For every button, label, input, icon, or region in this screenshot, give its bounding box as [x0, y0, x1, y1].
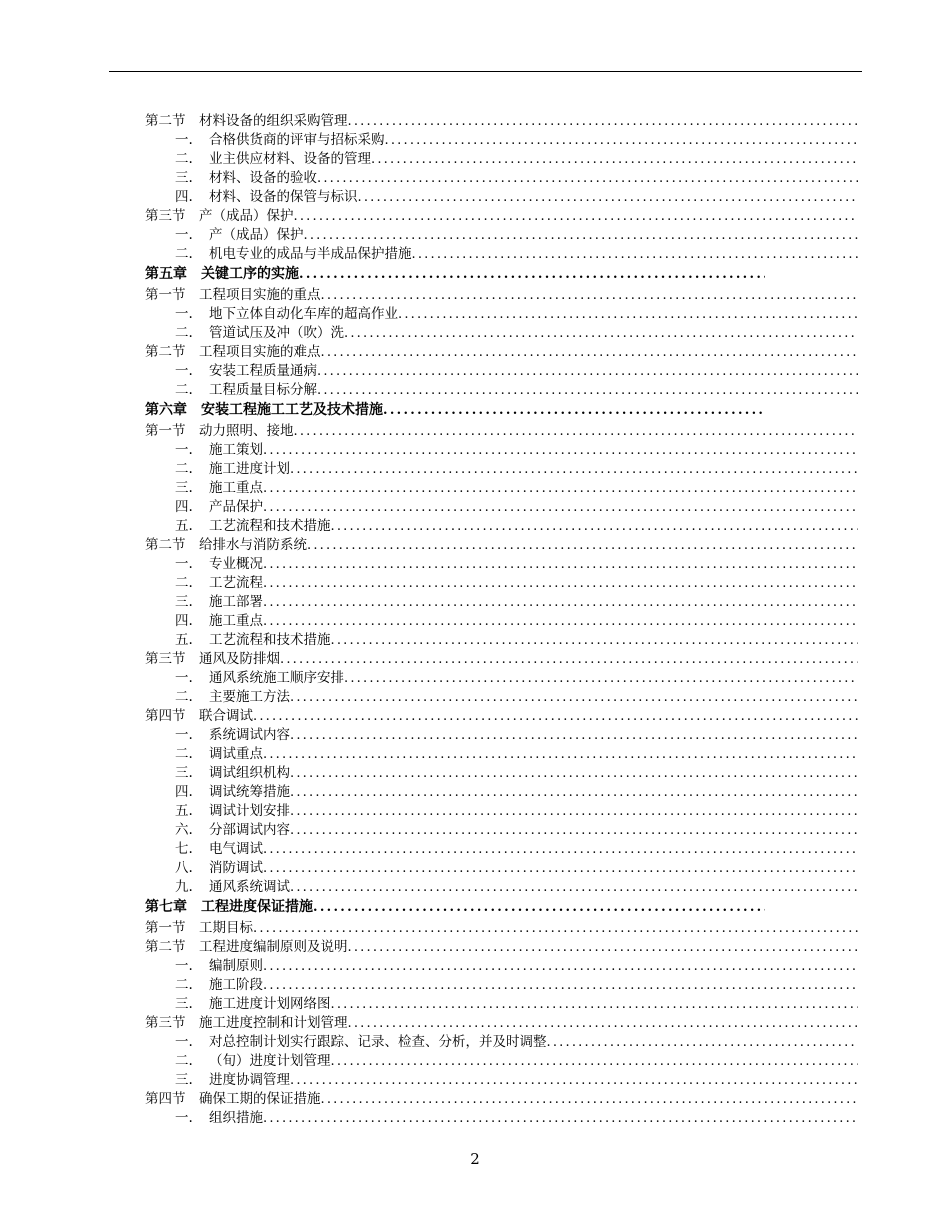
toc-item-entry[interactable]	[145, 726, 858, 745]
toc-dot-leader	[331, 517, 859, 536]
toc-entry-number: 一.	[175, 227, 193, 243]
toc-dot-leader	[263, 859, 858, 878]
toc-item-entry[interactable]	[145, 169, 858, 188]
toc-item-entry[interactable]	[145, 631, 858, 650]
toc-dot-leader	[263, 441, 858, 460]
toc-entry-number: 第一节	[145, 920, 186, 936]
toc-entry-title: 材料、设备的保管与标识	[209, 189, 358, 205]
toc-entry-number: 第一节	[145, 423, 186, 439]
toc-item-entry[interactable]	[145, 324, 858, 343]
toc-entry-number: 第一节	[145, 287, 186, 303]
toc-entry-title: 电气调试	[209, 841, 263, 857]
toc-entry-title: 业主供应材料、设备的管理	[209, 151, 371, 167]
toc-dot-leader	[321, 286, 859, 305]
toc-dot-leader	[263, 593, 858, 612]
toc-entry-title: 调试计划安排	[209, 803, 290, 819]
toc-entry-number: 二.	[175, 151, 193, 167]
toc-dot-leader	[331, 995, 859, 1014]
toc-item-entry[interactable]	[145, 498, 858, 517]
toc-entry-number: 三.	[175, 1072, 193, 1088]
toc-dot-leader	[290, 821, 858, 840]
toc-dot-leader	[263, 612, 858, 631]
toc-entry-number: 四.	[175, 189, 193, 205]
toc-dot-leader	[263, 1109, 858, 1128]
toc-entry-title: 调试组织机构	[209, 765, 290, 781]
toc-dot-leader	[290, 878, 858, 897]
toc-entry-title: 消防调试	[209, 860, 263, 876]
toc-entry-title: 调试重点	[209, 746, 263, 762]
toc-item-entry[interactable]	[145, 764, 858, 783]
toc-item-entry[interactable]	[145, 688, 858, 707]
toc-entry-title: 安装工程质量通病	[209, 363, 317, 379]
toc-dot-leader	[358, 188, 859, 207]
toc-item-entry[interactable]	[145, 821, 858, 840]
toc-entry-number: 三.	[175, 594, 193, 610]
toc-entry-title: 调试统筹措施	[209, 784, 290, 800]
toc-entry-number: 三.	[175, 170, 193, 186]
toc-item-entry[interactable]	[145, 555, 858, 574]
toc-item-entry[interactable]	[145, 479, 858, 498]
toc-dot-leader	[290, 726, 858, 745]
toc-entry-number: 一.	[175, 727, 193, 743]
toc-dot-leader	[321, 1090, 859, 1109]
toc-dot-leader	[331, 1052, 859, 1071]
toc-entry-title: 通风系统施工顺序安排	[209, 670, 344, 686]
toc-entry-number: 第二节	[145, 939, 186, 955]
toc-entry-number: 第六章	[145, 402, 187, 418]
toc-dot-leader	[263, 957, 858, 976]
toc-item-entry[interactable]	[145, 460, 858, 479]
toc-entry-title: 通风系统调试	[209, 879, 290, 895]
toc-item-entry[interactable]	[145, 802, 858, 821]
toc-entry-title: 工艺流程	[209, 575, 263, 591]
toc-section-entry[interactable]	[145, 343, 858, 362]
toc-entry-number: 五.	[175, 518, 193, 534]
toc-item-entry[interactable]	[145, 612, 858, 631]
toc-section-entry[interactable]	[145, 650, 858, 669]
toc-entry-title: 工程进度保证措施	[201, 899, 313, 915]
toc-dot-leader	[294, 422, 859, 441]
toc-item-entry[interactable]	[145, 859, 858, 878]
toc-dot-leader	[344, 324, 858, 343]
toc-item-entry[interactable]	[145, 574, 858, 593]
toc-item-entry[interactable]	[145, 878, 858, 897]
toc-entry-number: 四.	[175, 613, 193, 629]
toc-item-entry[interactable]	[145, 1109, 858, 1128]
toc-dot-leader	[317, 169, 858, 188]
toc-entry-title: 工程进度编制原则及说明	[199, 939, 348, 955]
toc-item-entry[interactable]	[145, 517, 858, 536]
toc-chapter-entry[interactable]	[145, 400, 765, 420]
toc-entry-number: 一.	[175, 670, 193, 686]
toc-dot-leader	[290, 783, 858, 802]
toc-dot-leader	[263, 574, 858, 593]
toc-entry-number: 三.	[175, 996, 193, 1012]
toc-entry-title: 工期目标	[199, 920, 253, 936]
toc-entry-number: 二.	[175, 575, 193, 591]
toc-entry-title: 动力照明、接地	[199, 423, 294, 439]
toc-item-entry[interactable]	[145, 669, 858, 688]
toc-item-entry[interactable]	[145, 745, 858, 764]
toc-entry-title: 产（成品）保护	[199, 208, 294, 224]
toc-entry-title: 确保工期的保证措施	[199, 1091, 321, 1107]
toc-entry-title: 施工部署	[209, 594, 263, 610]
toc-entry-title: 安装工程施工工艺及技术措施	[201, 402, 383, 418]
toc-section-entry[interactable]	[145, 1090, 858, 1109]
toc-entry-title: 主要施工方法	[209, 689, 290, 705]
toc-item-entry[interactable]	[145, 362, 858, 381]
toc-dot-leader	[317, 381, 858, 400]
toc-entry-title: 关键工序的实施	[201, 266, 299, 282]
toc-dot-leader	[299, 265, 765, 284]
toc-entry-number: 第三节	[145, 651, 186, 667]
toc-entry-title: 施工进度计划	[209, 461, 290, 477]
toc-dot-leader	[331, 631, 859, 650]
toc-dot-leader	[294, 207, 859, 226]
toc-item-entry[interactable]	[145, 1033, 858, 1052]
toc-entry-title: 给排水与消防系统	[199, 537, 307, 553]
toc-entry-title: 通风及防排烟	[199, 651, 280, 667]
toc-dot-leader	[253, 707, 858, 726]
toc-item-entry[interactable]	[145, 245, 858, 264]
toc-item-entry[interactable]	[145, 381, 858, 400]
toc-section-entry[interactable]	[145, 286, 858, 305]
toc-dot-leader	[263, 840, 858, 859]
toc-section-entry[interactable]	[145, 536, 858, 555]
toc-item-entry[interactable]	[145, 1052, 858, 1071]
toc-entry-number: 一.	[175, 442, 193, 458]
toc-entry-title: 地下立体自动化车库的超高作业	[209, 306, 398, 322]
toc-entry-number: 二.	[175, 1053, 193, 1069]
toc-entry-title: （旬）进度计划管理	[209, 1053, 331, 1069]
header-rule	[109, 71, 862, 72]
toc-item-entry[interactable]	[145, 150, 858, 169]
toc-entry-title: 组织措施	[209, 1110, 263, 1126]
toc-dot-leader	[263, 976, 858, 995]
toc-entry-number: 四.	[175, 499, 193, 515]
toc-entry-number: 二.	[175, 246, 193, 262]
toc-dot-leader	[290, 1071, 858, 1090]
toc-item-entry[interactable]	[145, 305, 858, 324]
toc-section-entry[interactable]	[145, 207, 858, 226]
toc-entry-title: 系统调试内容	[209, 727, 290, 743]
toc-entry-title: 工程质量目标分解	[209, 382, 317, 398]
toc-dot-leader	[547, 1033, 859, 1052]
toc-dot-leader	[348, 112, 859, 131]
toc-entry-title: 施工进度控制和计划管理	[199, 1015, 348, 1031]
toc-section-entry[interactable]	[145, 707, 858, 726]
toc-entry-number: 第三节	[145, 208, 186, 224]
toc-entry-number: 三.	[175, 480, 193, 496]
toc-chapter-entry[interactable]	[145, 897, 765, 917]
toc-entry-number: 二.	[175, 382, 193, 398]
toc-entry-number: 二.	[175, 977, 193, 993]
toc-dot-leader	[412, 245, 859, 264]
toc-entry-number: 二.	[175, 325, 193, 341]
toc-dot-leader	[348, 1014, 859, 1033]
toc-dot-leader	[307, 536, 858, 555]
toc-entry-number: 二.	[175, 461, 193, 477]
toc-dot-leader	[263, 498, 858, 517]
toc-entry-number: 二.	[175, 746, 193, 762]
toc-entry-title: 管道试压及冲（吹）洗	[209, 325, 344, 341]
toc-dot-leader	[348, 938, 859, 957]
toc-entry-title: 工艺流程和技术措施	[209, 632, 331, 648]
toc-entry-number: 第二节	[145, 113, 186, 129]
toc-entry-number: 第三节	[145, 1015, 186, 1031]
toc-entry-title: 产品保护	[209, 499, 263, 515]
toc-entry-number: 七.	[175, 841, 193, 857]
toc-dot-leader	[290, 688, 858, 707]
toc-entry-number: 第四节	[145, 708, 186, 724]
toc-entry-title: 合格供货商的评审与招标采购	[209, 132, 385, 148]
toc-chapter-entry[interactable]	[145, 264, 765, 284]
toc-section-entry[interactable]	[145, 422, 858, 441]
toc-entry-title: 施工重点	[209, 613, 263, 629]
toc-dot-leader	[280, 650, 858, 669]
toc-entry-number: 一.	[175, 363, 193, 379]
toc-entry-title: 产（成品）保护	[209, 227, 304, 243]
toc-entry-title: 施工进度计划网络图	[209, 996, 331, 1012]
toc-item-entry[interactable]	[145, 840, 858, 859]
toc-dot-leader	[398, 305, 858, 324]
toc-entry-number: 第二节	[145, 537, 186, 553]
toc-entry-number: 九.	[175, 879, 193, 895]
toc-entry-number: 第七章	[145, 899, 187, 915]
toc-entry-number: 一.	[175, 1110, 193, 1126]
toc-item-entry[interactable]	[145, 976, 858, 995]
toc-entry-number: 一.	[175, 132, 193, 148]
toc-entry-number: 二.	[175, 689, 193, 705]
toc-dot-leader	[290, 764, 858, 783]
toc-item-entry[interactable]	[145, 995, 858, 1014]
toc-entry-title: 联合调试	[199, 708, 253, 724]
toc-entry-title: 施工策划	[209, 442, 263, 458]
toc-entry-number: 八.	[175, 860, 193, 876]
toc-dot-leader	[263, 555, 858, 574]
table-of-contents	[145, 112, 858, 1128]
toc-entry-number: 六.	[175, 822, 193, 838]
toc-entry-number: 第五章	[145, 266, 187, 282]
toc-dot-leader	[321, 343, 859, 362]
toc-dot-leader	[263, 479, 858, 498]
toc-entry-title: 工程项目实施的难点	[199, 344, 321, 360]
toc-entry-number: 一.	[175, 306, 193, 322]
toc-dot-leader	[313, 898, 765, 917]
toc-entry-title: 分部调试内容	[209, 822, 290, 838]
toc-entry-title: 编制原则	[209, 958, 263, 974]
toc-entry-title: 机电专业的成品与半成品保护措施	[209, 246, 412, 262]
toc-section-entry[interactable]	[145, 112, 858, 131]
toc-dot-leader	[304, 226, 859, 245]
toc-item-entry[interactable]	[145, 783, 858, 802]
toc-item-entry[interactable]	[145, 957, 858, 976]
toc-entry-number: 第四节	[145, 1091, 186, 1107]
toc-item-entry[interactable]	[145, 226, 858, 245]
toc-item-entry[interactable]	[145, 131, 858, 150]
toc-entry-title: 进度协调管理	[209, 1072, 290, 1088]
toc-dot-leader	[385, 131, 859, 150]
toc-entry-number: 四.	[175, 784, 193, 800]
toc-entry-number: 第二节	[145, 344, 186, 360]
toc-entry-title: 专业概况	[209, 556, 263, 572]
toc-dot-leader	[253, 919, 858, 938]
toc-entry-number: 一.	[175, 1034, 193, 1050]
toc-entry-number: 一.	[175, 556, 193, 572]
toc-entry-title: 工程项目实施的重点	[199, 287, 321, 303]
toc-entry-number: 五.	[175, 632, 193, 648]
toc-dot-leader	[263, 745, 858, 764]
toc-section-entry[interactable]	[145, 1014, 858, 1033]
toc-entry-title: 施工重点	[209, 480, 263, 496]
toc-item-entry[interactable]	[145, 593, 858, 612]
toc-item-entry[interactable]	[145, 441, 858, 460]
toc-dot-leader	[383, 401, 765, 420]
toc-entry-title: 材料设备的组织采购管理	[199, 113, 348, 129]
toc-entry-number: 三.	[175, 765, 193, 781]
toc-entry-title: 施工阶段	[209, 977, 263, 993]
toc-entry-title: 对总控制计划实行跟踪、记录、检查、分析，并及时调整	[209, 1034, 547, 1050]
toc-dot-leader	[290, 460, 858, 479]
toc-entry-title: 工艺流程和技术措施	[209, 518, 331, 534]
toc-item-entry[interactable]	[145, 1071, 858, 1090]
toc-item-entry[interactable]	[145, 188, 858, 207]
toc-dot-leader	[344, 669, 858, 688]
toc-section-entry[interactable]	[145, 938, 858, 957]
toc-dot-leader	[317, 362, 858, 381]
toc-entry-number: 一.	[175, 958, 193, 974]
toc-dot-leader	[290, 802, 858, 821]
page-number: 2	[470, 1150, 480, 1168]
toc-dot-leader	[371, 150, 858, 169]
toc-entry-title: 材料、设备的验收	[209, 170, 317, 186]
toc-section-entry[interactable]	[145, 919, 858, 938]
toc-entry-number: 五.	[175, 803, 193, 819]
